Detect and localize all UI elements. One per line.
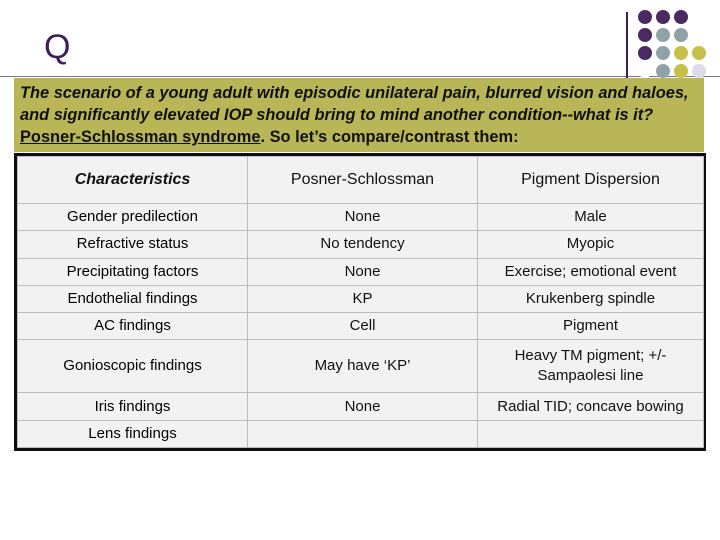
table-row — [18, 204, 704, 231]
pigment-cell — [478, 420, 704, 447]
pigment-cell: Radial TID; concave bowing — [478, 393, 704, 420]
table-row — [18, 313, 704, 340]
decorative-dot — [656, 64, 670, 78]
decorative-dot — [674, 28, 688, 42]
header-pigment-dispersion: Pigment Dispersion — [478, 157, 704, 204]
intro-question: The scenario of a young adult with episodic unilateral pain, blurred vision and haloes, and significantly elevated IOP should bring to mind another condition--what is it? — [20, 84, 689, 124]
table-row — [18, 420, 704, 447]
intro-text-box — [14, 78, 704, 152]
row-label: Gender predilection — [18, 204, 248, 231]
decorative-dot — [656, 46, 670, 60]
posner-cell: None — [248, 393, 478, 420]
table-row — [18, 258, 704, 285]
row-label: Iris findings — [18, 393, 248, 420]
decorative-dot — [692, 10, 706, 24]
row-label: Gonioscopic findings — [18, 340, 248, 393]
decorative-dot — [674, 46, 688, 60]
pigment-cell: Exercise; emotional event — [478, 258, 704, 285]
posner-cell — [248, 420, 478, 447]
posner-cell: No tendency — [248, 231, 478, 258]
decorative-dot — [674, 10, 688, 24]
row-label: Endothelial findings — [18, 285, 248, 312]
decorative-dot — [638, 46, 652, 60]
decorative-dot — [638, 10, 652, 24]
intro-trailing-text: . So let’s compare/contrast them: — [260, 128, 519, 146]
table-header-row — [18, 157, 704, 204]
decorative-dot — [692, 64, 706, 78]
row-label: AC findings — [18, 313, 248, 340]
table-row — [18, 393, 704, 420]
comparison-table — [17, 156, 704, 448]
posner-cell: None — [248, 258, 478, 285]
decorative-dot — [692, 28, 706, 42]
row-label: Precipitating factors — [18, 258, 248, 285]
pigment-cell: Heavy TM pigment; +/- Sampaolesi line — [478, 340, 704, 393]
comparison-table-frame — [14, 153, 706, 451]
row-label: Refractive status — [18, 231, 248, 258]
decorative-vertical-bar — [626, 12, 628, 78]
intro-answer: Posner-Schlossman syndrome — [20, 128, 261, 146]
decorative-dot — [638, 64, 652, 78]
decorative-dot — [692, 46, 706, 60]
pigment-cell: Krukenberg spindle — [478, 285, 704, 312]
posner-cell: Cell — [248, 313, 478, 340]
table-row — [18, 231, 704, 258]
header-posner-schlossman: Posner-Schlossman — [248, 157, 478, 204]
pigment-cell: Male — [478, 204, 704, 231]
posner-cell: None — [248, 204, 478, 231]
slide-title: Q — [44, 28, 71, 66]
decorative-dot — [674, 64, 688, 78]
title-divider — [0, 76, 720, 77]
decorative-dot — [656, 10, 670, 24]
table-row — [18, 340, 704, 393]
row-label: Lens findings — [18, 420, 248, 447]
decorative-dot-grid — [638, 10, 706, 78]
decorative-dot — [656, 28, 670, 42]
posner-cell: KP — [248, 285, 478, 312]
pigment-cell: Myopic — [478, 231, 704, 258]
pigment-cell: Pigment — [478, 313, 704, 340]
header-characteristics: Characteristics — [18, 157, 248, 204]
table-row — [18, 285, 704, 312]
decorative-dot — [638, 28, 652, 42]
posner-cell: May have ‘KP’ — [248, 340, 478, 393]
